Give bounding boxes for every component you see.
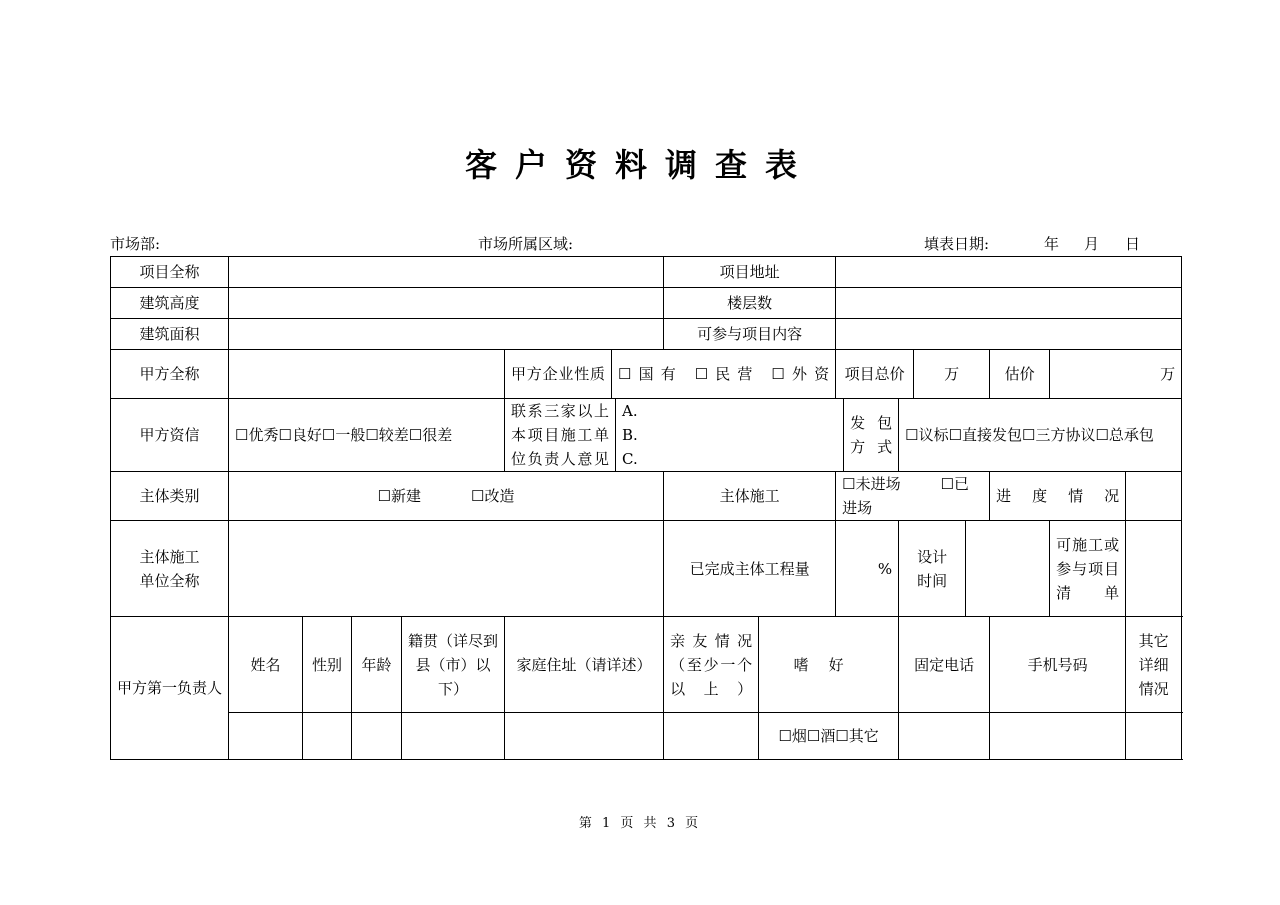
home-address-field[interactable] bbox=[505, 713, 664, 760]
home-address-header: 家庭住址（请详述） bbox=[505, 617, 664, 713]
design-time-label bbox=[899, 521, 966, 617]
building-area-field[interactable] bbox=[229, 319, 664, 350]
total-price-label: 项目总价 bbox=[836, 350, 914, 399]
page-footer: 第 1 页 共 3 页 bbox=[578, 816, 702, 831]
main-contractor-field[interactable] bbox=[229, 521, 664, 617]
mobile-field[interactable] bbox=[990, 713, 1126, 760]
credit-options[interactable]: ☐优秀☐良好☐一般☐较差☐很差 bbox=[229, 399, 505, 472]
completed-quantity-label: 已完成主体工程量 bbox=[664, 521, 836, 617]
floor-count-field[interactable] bbox=[836, 288, 1182, 319]
main-contractor-label bbox=[111, 521, 229, 617]
hobby-options[interactable]: ☐烟☐酒☐其它 bbox=[759, 713, 899, 760]
other-details-field[interactable] bbox=[1126, 713, 1182, 760]
building-height-field[interactable] bbox=[229, 288, 664, 319]
participable-content-field[interactable] bbox=[836, 319, 1182, 350]
progress-label: 进度情况 bbox=[990, 472, 1126, 521]
gender-header: 性别 bbox=[303, 617, 352, 713]
building-area-label: 建筑面积 bbox=[111, 319, 229, 350]
design-time-field[interactable] bbox=[966, 521, 1050, 617]
customer-survey-table bbox=[110, 256, 1182, 760]
day-label: 日 bbox=[1125, 235, 1141, 253]
native-place-field[interactable] bbox=[402, 713, 505, 760]
market-dept-label: 市场部: bbox=[110, 235, 161, 253]
name-field[interactable] bbox=[229, 713, 303, 760]
entered-option[interactable]: ☐已进场 bbox=[842, 475, 970, 517]
construction-list-field[interactable] bbox=[1126, 521, 1182, 617]
total-price-field[interactable]: 万 bbox=[914, 350, 990, 399]
progress-field[interactable] bbox=[1126, 472, 1182, 521]
relatives-field[interactable] bbox=[664, 713, 759, 760]
floor-count-label: 楼层数 bbox=[664, 288, 836, 319]
opinion-c: C. bbox=[622, 450, 638, 468]
project-name-label: 项目全称 bbox=[111, 257, 229, 288]
renovation-option[interactable]: ☐改造 bbox=[471, 487, 515, 505]
main-construction-label: 主体施工 bbox=[664, 472, 836, 521]
main-type-label: 主体类别 bbox=[111, 472, 229, 521]
contract-method-label: 发包方式 bbox=[844, 399, 899, 472]
other-details-header: 其它详细情况 bbox=[1126, 617, 1182, 713]
hobby-header: 嗜好 bbox=[759, 617, 899, 713]
page-title: 客户资料调查表 bbox=[464, 146, 815, 184]
new-build-option[interactable]: ☐新建 bbox=[377, 487, 422, 505]
main-construction-options[interactable] bbox=[836, 472, 990, 521]
main-contractor-text: 主体施工单位全称 bbox=[139, 547, 200, 590]
construction-list-label: 可施工或参与项目清单 bbox=[1050, 521, 1126, 617]
opinion-a: A. bbox=[622, 402, 638, 420]
owner-credit-label: 甲方资信 bbox=[111, 399, 229, 472]
opinion-b: B. bbox=[622, 426, 638, 444]
owner-name-field[interactable] bbox=[229, 350, 505, 399]
market-region-label: 市场所属区域: bbox=[478, 235, 574, 253]
project-address-label: 项目地址 bbox=[664, 257, 836, 288]
estimate-label: 估价 bbox=[990, 350, 1050, 399]
design-time-text: 设计时间 bbox=[917, 547, 948, 590]
gender-field[interactable] bbox=[303, 713, 352, 760]
landline-field[interactable] bbox=[899, 713, 990, 760]
contract-options[interactable]: ☐议标☐直接发包☐三方协议☐总承包 bbox=[899, 399, 1182, 472]
estimate-field[interactable]: 万 bbox=[1050, 350, 1182, 399]
main-type-options[interactable] bbox=[229, 472, 664, 521]
participable-content-label: 可参与项目内容 bbox=[664, 319, 836, 350]
age-field[interactable] bbox=[352, 713, 402, 760]
fill-date-label: 填表日期: bbox=[924, 235, 990, 253]
native-place-header: 籍贯（详尽到县（市）以下） bbox=[402, 617, 505, 713]
owner-nature-label: 甲方企业性质 bbox=[505, 350, 612, 399]
not-entered-option[interactable]: ☐未进场 bbox=[842, 475, 901, 493]
project-address-field[interactable] bbox=[836, 257, 1182, 288]
first-person-label: 甲方第一负责人 bbox=[111, 617, 229, 760]
age-header: 年龄 bbox=[352, 617, 402, 713]
completed-quantity-field[interactable]: % bbox=[836, 521, 899, 617]
project-name-field[interactable] bbox=[229, 257, 664, 288]
building-height-label: 建筑高度 bbox=[111, 288, 229, 319]
owner-nature-options[interactable]: ☐国有 ☐民营 ☐外资 bbox=[612, 350, 836, 399]
contacts-opinion-label: 联系三家以上本项目施工单位负责人意见 bbox=[505, 399, 616, 472]
mobile-header: 手机号码 bbox=[990, 617, 1126, 713]
landline-header: 固定电话 bbox=[899, 617, 990, 713]
name-header: 姓名 bbox=[229, 617, 303, 713]
relatives-header: 亲友情况（至少一个以上） bbox=[664, 617, 759, 713]
owner-name-label: 甲方全称 bbox=[111, 350, 229, 399]
month-label: 月 bbox=[1084, 235, 1100, 253]
year-label: 年 bbox=[1044, 235, 1060, 253]
contacts-opinion-field[interactable] bbox=[616, 399, 844, 472]
